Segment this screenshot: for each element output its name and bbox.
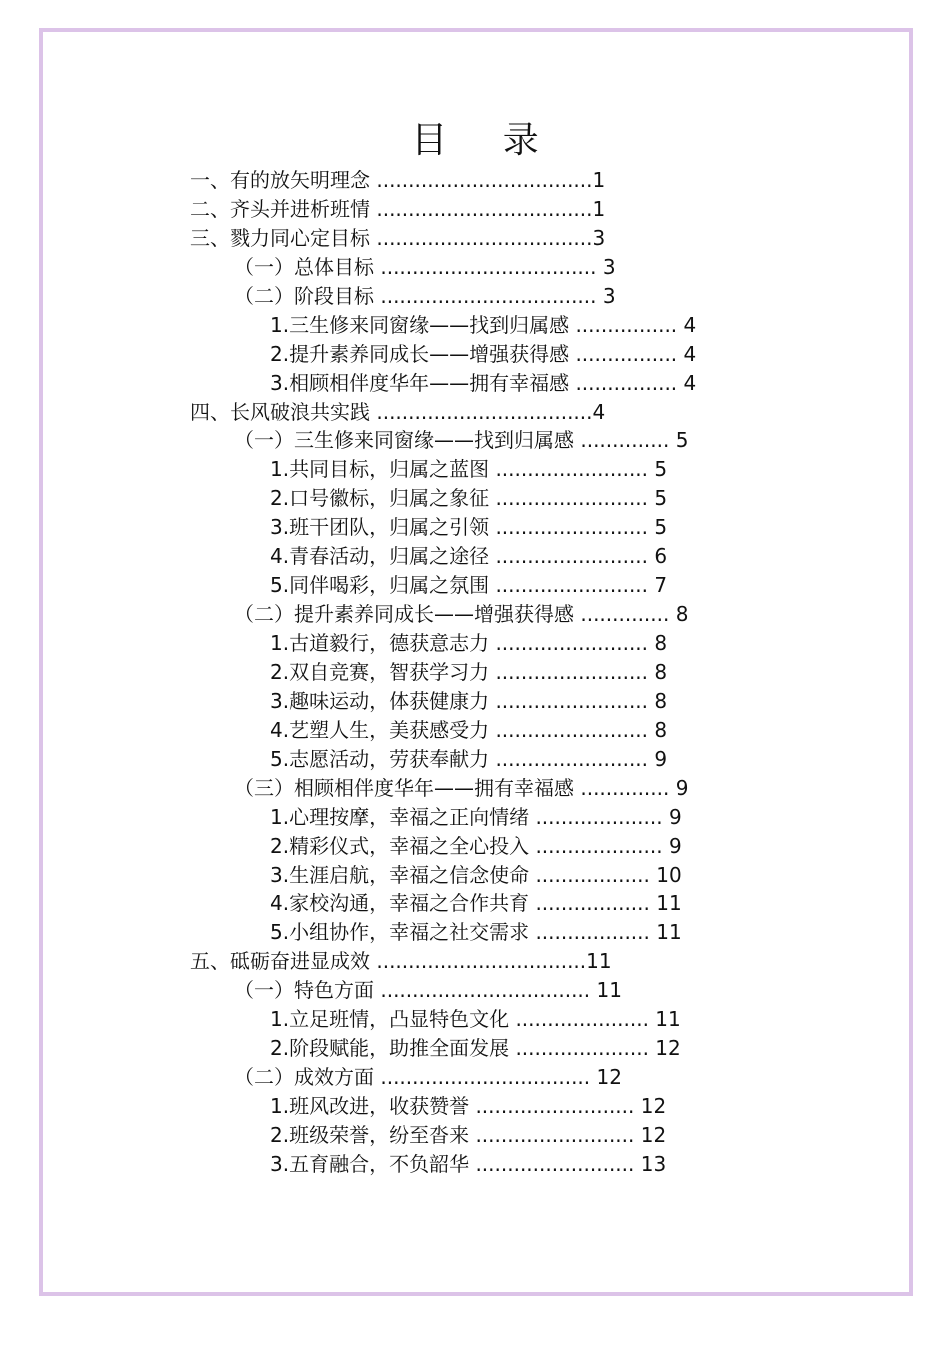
toc-entry[interactable]: 2.口号徽标，归属之象征 ........................ 5 <box>270 486 668 511</box>
toc-entry[interactable]: （一）三生修来同窗缘——找到归属感 .............. 5 <box>234 428 689 453</box>
toc-entry[interactable]: 2.班级荣誉，纷至沓来 ......................... 12 <box>270 1122 667 1147</box>
toc-entry[interactable]: 4.艺塑人生，美获感受力 ........................ 8 <box>270 717 668 742</box>
toc-entry[interactable]: 三、戮力同心定目标 ..................................3 <box>190 225 606 250</box>
toc-entry[interactable]: 四、长风破浪共实践 ..................................4 <box>190 399 606 424</box>
toc-entry[interactable]: 1.三生修来同窗缘——找到归属感 ................ 4 <box>270 312 697 337</box>
toc-entry[interactable]: 1.共同目标，归属之蓝图 ........................ 5 <box>270 457 668 482</box>
table-of-contents <box>0 166 950 1179</box>
toc-entry[interactable]: 2.双自竞赛，智获学习力 ........................ 8 <box>270 659 668 684</box>
toc-entry[interactable]: 5.同伴喝彩，归属之氛围 ........................ 7 <box>270 573 668 598</box>
toc-entry[interactable]: 5.小组协作，幸福之社交需求 .................. 11 <box>270 920 682 945</box>
toc-entry[interactable]: （三）相顾相伴度华年——拥有幸福感 .............. 9 <box>234 775 689 800</box>
toc-entry[interactable]: 2.阶段赋能，助推全面发展 ..................... 12 <box>270 1036 681 1061</box>
toc-entry[interactable]: （二）成效方面 ................................. 12 <box>234 1065 622 1090</box>
toc-entry[interactable]: 3.班干团队，归属之引领 ........................ 5 <box>270 515 668 540</box>
toc-entry[interactable]: 1.心理按摩，幸福之正向情绪 .................... 9 <box>270 804 682 829</box>
toc-entry[interactable]: 1.立足班情，凸显特色文化 ..................... 11 <box>270 1007 681 1032</box>
toc-entry[interactable]: 2.提升素养同成长——增强获得感 ................ 4 <box>270 341 697 366</box>
toc-entry[interactable]: 3.生涯启航，幸福之信念使命 .................. 10 <box>270 862 682 887</box>
toc-entry[interactable]: （一）特色方面 ................................. 11 <box>234 978 622 1003</box>
toc-entry[interactable]: 5.志愿活动，劳获奉献力 ........................ 9 <box>270 746 668 771</box>
toc-entry[interactable]: 3.五育融合，不负韶华 ......................... 13 <box>270 1151 667 1176</box>
toc-entry[interactable]: 二、齐头并进析班情 ..................................1 <box>190 196 606 221</box>
toc-entry[interactable]: （二）提升素养同成长——增强获得感 .............. 8 <box>234 602 689 627</box>
toc-entry[interactable]: 3.相顾相伴度华年——拥有幸福感 ................ 4 <box>270 370 697 395</box>
toc-entry[interactable]: 2.精彩仪式，幸福之全心投入 .................... 9 <box>270 833 682 858</box>
toc-entry[interactable]: （二）阶段目标 .................................. 3 <box>234 283 616 308</box>
toc-title: 目 录 <box>411 120 561 161</box>
toc-entry[interactable]: （一）总体目标 .................................. 3 <box>234 254 616 279</box>
toc-entry[interactable]: 五、砥砺奋进显成效 .................................11 <box>190 949 612 974</box>
toc-entry[interactable]: 1.班风改进，收获赞誉 ......................... 12 <box>270 1094 667 1118</box>
toc-entry[interactable]: 3.趣味运动，体获健康力 ........................ 8 <box>270 688 668 713</box>
toc-entry[interactable]: 4.家校沟通，幸福之合作共育 .................. 11 <box>270 891 682 916</box>
toc-entry[interactable]: 4.青春活动，归属之途径 ........................ 6 <box>270 544 668 569</box>
toc-entry[interactable]: 1.古道毅行，德获意志力 ........................ 8 <box>270 631 668 655</box>
toc-entry[interactable]: 一、有的放矢明理念 ..................................1 <box>190 168 606 192</box>
